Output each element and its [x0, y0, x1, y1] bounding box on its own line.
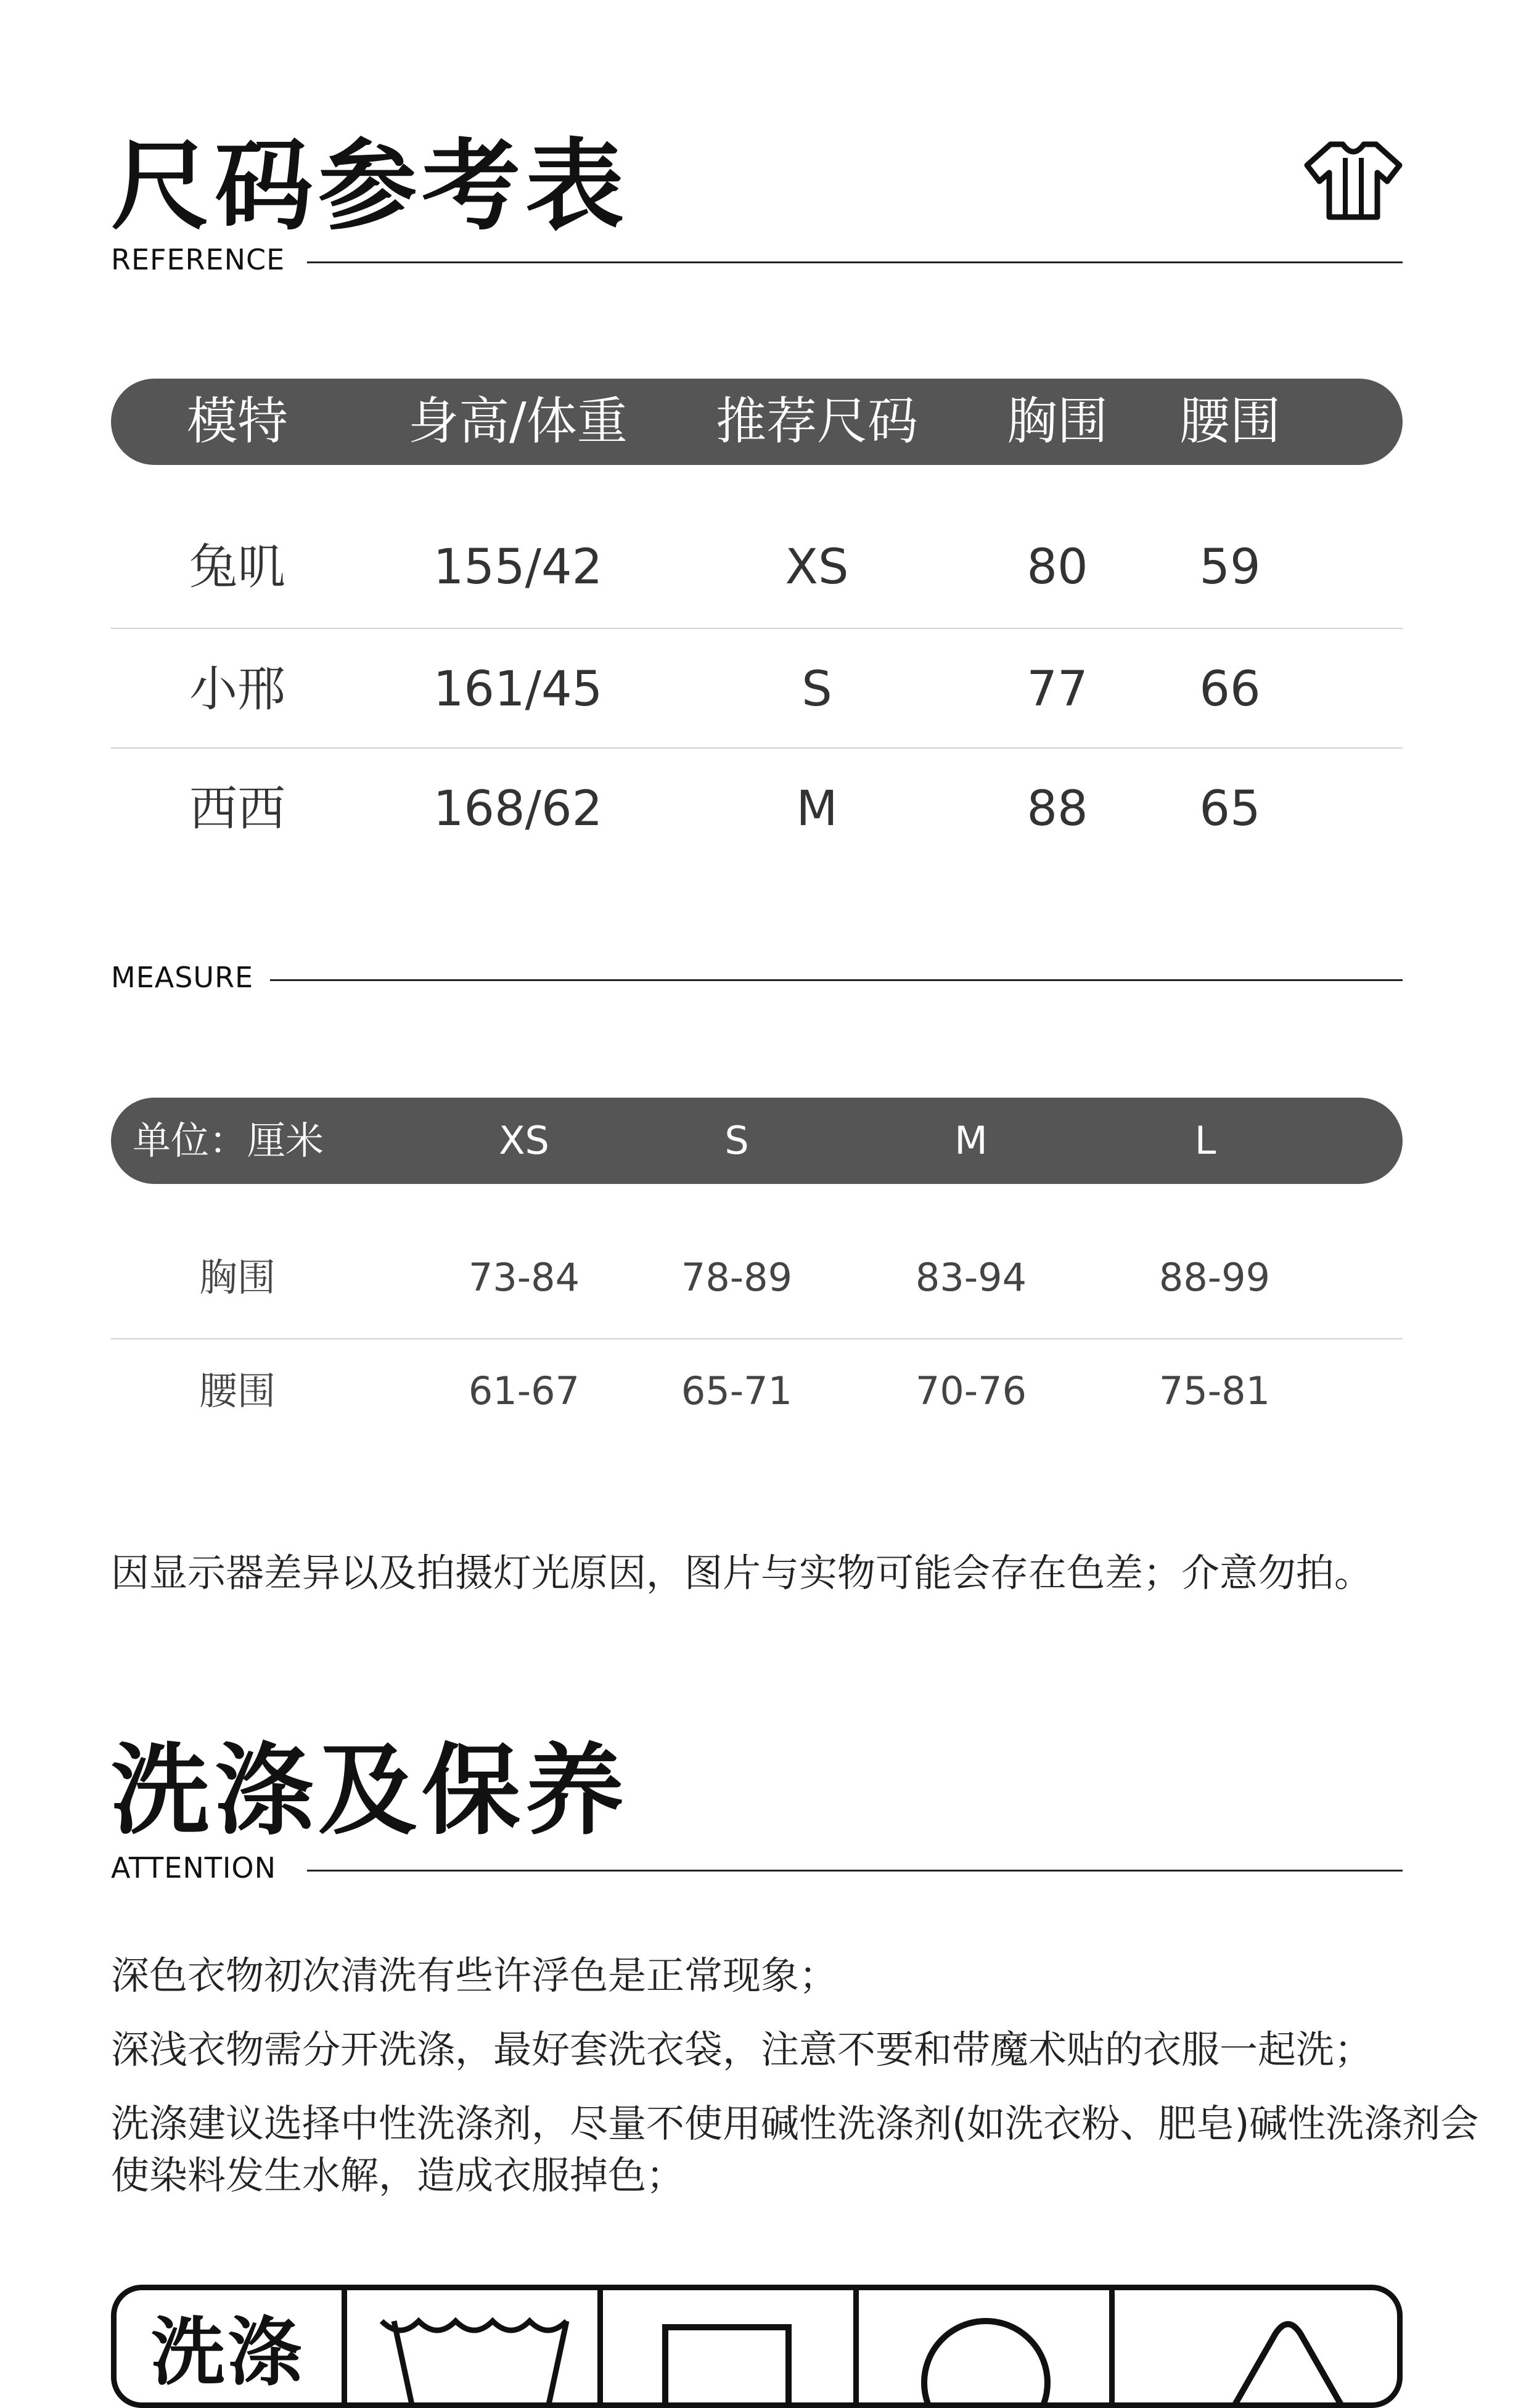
size-title: 尺码参考表: [111, 128, 629, 244]
model-size: XS: [785, 540, 849, 595]
measure-rule: [270, 979, 1403, 981]
model-name: 西西: [189, 781, 285, 837]
header-model: 模特: [186, 392, 288, 451]
measure-xs: 73-84: [468, 1255, 580, 1300]
care-line: 深色衣物初次清洗有些许浮色是正常现象；: [111, 1953, 838, 1998]
model-height-weight: 161/45: [433, 662, 603, 717]
model-size: S: [801, 662, 832, 717]
header-waist: 腰围: [1179, 392, 1281, 451]
header-chest: 胸围: [1006, 392, 1108, 451]
header-unit: 单位：厘米: [132, 1118, 324, 1163]
no-bleach-icon: [1214, 2315, 1362, 2408]
measure-label: 腰围: [199, 1368, 276, 1413]
care-title: 洗涤及保养: [111, 1733, 629, 1848]
model-chest: 77: [1027, 662, 1088, 717]
model-height-weight: 168/62: [433, 781, 603, 837]
model-row: [111, 507, 1403, 628]
model-row: [111, 629, 1403, 750]
attention-rule: [307, 1870, 1403, 1872]
measure-label: 胸围: [199, 1255, 276, 1300]
measure-s: 78-89: [681, 1255, 793, 1300]
header-size-m: M: [954, 1118, 988, 1163]
measure-s: 65-71: [681, 1368, 793, 1413]
care-line: 深浅衣物需分开洗涤，最好套洗衣袋，注意不要和带魔术贴的衣服一起洗；: [111, 2027, 1373, 2072]
color-difference-note: 因显示器差异以及拍摄灯光原因，图片与实物可能会存在色差；介意勿拍。: [111, 1550, 1373, 1595]
header-recommended-size: 推荐尺码: [715, 392, 918, 451]
measure-m: 70-76: [915, 1368, 1027, 1413]
symbol-divider: [597, 2290, 603, 2408]
measure-subtitle: MEASURE: [111, 961, 254, 994]
reference-subtitle: REFERENCE: [111, 243, 285, 276]
model-waist: 66: [1199, 662, 1261, 717]
measure-xs: 61-67: [468, 1368, 580, 1413]
header-size-l: L: [1194, 1118, 1216, 1163]
care-symbols-strip: [111, 2285, 1403, 2408]
symbol-divider: [1109, 2290, 1115, 2408]
model-waist: 65: [1199, 781, 1261, 837]
model-chest: 80: [1027, 540, 1088, 595]
tumble-dry-icon: [659, 2321, 795, 2408]
model-chest: 88: [1027, 781, 1088, 837]
model-row: [111, 749, 1403, 869]
care-line: 洗涤建议选择中性洗涤剂，尽量不使用碱性洗涤剂(如洗衣粉、肥皂)碱性洗涤剂会使染料发生水解，造成衣服掉色；: [111, 2101, 1479, 2198]
header-height-weight: 身高/体重: [408, 392, 628, 451]
model-size: M: [796, 781, 838, 837]
tshirt-icon: [1301, 137, 1406, 224]
measure-l: 75-81: [1158, 1368, 1271, 1413]
model-name: 小邢: [189, 662, 285, 717]
model-name: 兔叽: [189, 540, 285, 595]
iron-icon: [906, 2315, 1066, 2408]
care-symbols-label: 洗涤: [151, 2310, 304, 2396]
hand-wash-icon: [375, 2315, 585, 2408]
model-table-header: [111, 379, 1403, 465]
model-waist: 59: [1199, 540, 1261, 595]
header-size-s: S: [724, 1118, 749, 1163]
measure-l: 88-99: [1158, 1255, 1271, 1300]
header-size-xs: XS: [499, 1118, 549, 1163]
symbol-divider: [342, 2290, 347, 2408]
attention-subtitle: ATTENTION: [111, 1851, 277, 1884]
measure-m: 83-94: [915, 1255, 1027, 1300]
reference-rule: [307, 261, 1403, 263]
measure-row: [111, 1221, 1403, 1334]
measure-table-header: [111, 1098, 1403, 1184]
model-height-weight: 155/42: [433, 540, 603, 595]
symbol-divider: [853, 2290, 859, 2408]
measure-row: [111, 1334, 1403, 1448]
